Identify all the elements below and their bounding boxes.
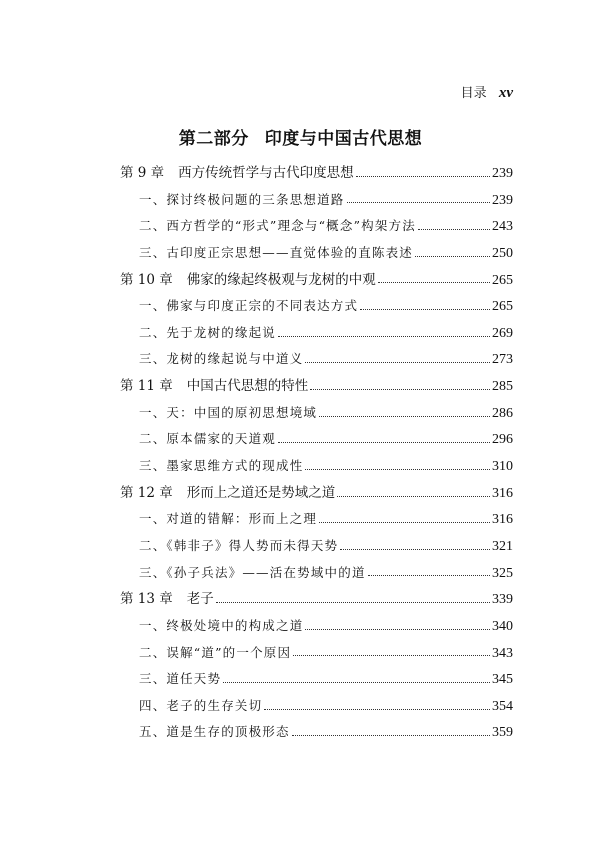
page-number: 286 [492, 405, 513, 421]
running-header-page-number: xv [498, 85, 513, 101]
part-title [0, 124, 601, 149]
section-title: 三、龙树的缘起说与中道义 [139, 351, 304, 367]
section-title: 三、墨家思维方式的现成性 [139, 458, 304, 474]
page-number: 239 [492, 166, 513, 181]
section-title: 一、佛家与印度正宗的不同表达方式 [139, 298, 359, 314]
toc-section-row[interactable] [120, 320, 513, 347]
running-header [461, 82, 513, 102]
dot-leader [368, 575, 490, 576]
page-number: 321 [492, 538, 513, 554]
dot-leader [278, 336, 490, 337]
chapter-title: 老子 [186, 591, 214, 608]
dot-leader [378, 282, 490, 283]
section-title: 一、终极处境中的构成之道 [139, 617, 304, 633]
section-title: 二、原本儒家的天道观 [139, 431, 277, 447]
dot-leader [418, 229, 490, 230]
toc-section-row[interactable] [120, 187, 513, 214]
toc-section-row[interactable] [120, 640, 513, 667]
dot-leader [415, 256, 490, 257]
dot-leader [356, 176, 490, 177]
section-title: 三、道任天势 [139, 671, 222, 687]
dot-leader [278, 442, 490, 443]
toc-section-row[interactable] [120, 533, 513, 560]
toc-section-row[interactable] [120, 560, 513, 587]
page-number: 343 [492, 645, 513, 661]
page-number: 316 [492, 512, 513, 528]
section-title: 二、先于龙树的缘起说 [139, 324, 277, 340]
chapter-number: 第 11 章 [120, 378, 173, 395]
section-title: 三、《孙子兵法》——活在势域中的道 [139, 564, 366, 580]
toc-section-row[interactable] [120, 400, 513, 427]
dot-leader [305, 362, 490, 363]
section-title: 一、天：中国的原初思想境域 [139, 404, 318, 420]
toc-section-row[interactable] [120, 453, 513, 480]
page-number: 340 [492, 618, 513, 634]
toc-section-row[interactable] [120, 719, 513, 746]
page-number: 273 [492, 352, 513, 368]
toc-section-row[interactable] [120, 693, 513, 720]
page-number: 296 [492, 432, 513, 448]
chapter-number: 第 10 章 [120, 271, 173, 288]
dot-leader [223, 682, 490, 683]
chapter-number: 第 12 章 [120, 484, 173, 501]
toc-chapter-row[interactable] [120, 373, 513, 400]
chapter-number: 第 9 章 [120, 165, 165, 181]
page-number: 265 [492, 299, 513, 315]
toc-chapter-row[interactable] [120, 586, 513, 613]
dot-leader [292, 735, 490, 736]
page-number: 239 [492, 192, 513, 208]
table-of-contents [120, 160, 513, 746]
toc-chapter-row[interactable] [120, 267, 513, 294]
dot-leader [319, 416, 490, 417]
page-number: 325 [492, 565, 513, 581]
section-title: 三、古印度正宗思想——直觉体验的直陈表述 [139, 244, 414, 260]
toc-section-row[interactable] [120, 613, 513, 640]
section-title: 四、老子的生存关切 [139, 697, 263, 713]
section-title: 二、《韩非子》得人势而未得天势 [139, 537, 339, 553]
chapter-title: 西方传统哲学与古代印度思想 [178, 165, 354, 181]
section-title: 二、西方哲学的“形式”理念与“概念”构架方法 [139, 218, 416, 234]
chapter-number: 第 13 章 [120, 591, 173, 608]
part-label: 第二部分 [178, 129, 249, 149]
page-number: 269 [492, 325, 513, 341]
toc-section-row[interactable] [120, 506, 513, 533]
page-number: 285 [492, 379, 513, 395]
dot-leader [337, 496, 490, 497]
dot-leader [347, 202, 490, 203]
dot-leader [305, 469, 490, 470]
toc-section-row[interactable] [120, 240, 513, 267]
toc-chapter-row[interactable] [120, 480, 513, 507]
chapter-title: 佛家的缘起终极观与龙树的中观 [186, 271, 376, 288]
section-title: 二、误解“道”的一个原因 [139, 644, 292, 660]
dot-leader [360, 309, 490, 310]
dot-leader [305, 629, 490, 630]
dot-leader [293, 655, 490, 656]
section-title: 一、探讨终极问题的三条思想道路 [139, 191, 345, 207]
toc-section-row[interactable] [120, 346, 513, 373]
toc-section-row[interactable] [120, 426, 513, 453]
page-number: 310 [492, 459, 513, 475]
dot-leader [216, 602, 490, 603]
page-number: 359 [492, 725, 513, 741]
part-name: 印度与中国古代思想 [264, 129, 423, 149]
dot-leader [264, 709, 490, 710]
page-number: 354 [492, 698, 513, 714]
toc-section-row[interactable] [120, 666, 513, 693]
section-title: 一、对道的错解：形而上之理 [139, 511, 318, 527]
page-number: 316 [492, 485, 513, 501]
dot-leader [310, 389, 490, 390]
section-title: 五、道是生存的顶极形态 [139, 724, 290, 740]
toc-section-row[interactable] [120, 213, 513, 240]
page-number: 250 [492, 245, 513, 261]
toc-section-row[interactable] [120, 293, 513, 320]
page-number: 345 [492, 672, 513, 688]
toc-chapter-row[interactable] [120, 160, 513, 187]
page-number: 243 [492, 219, 513, 235]
dot-leader [340, 549, 490, 550]
page-number: 339 [492, 592, 513, 608]
chapter-title: 中国古代思想的特性 [186, 378, 309, 395]
running-header-label: 目录 [460, 86, 487, 101]
dot-leader [319, 522, 490, 523]
chapter-title: 形而上之道还是势域之道 [186, 484, 336, 501]
page-number: 265 [492, 272, 513, 288]
